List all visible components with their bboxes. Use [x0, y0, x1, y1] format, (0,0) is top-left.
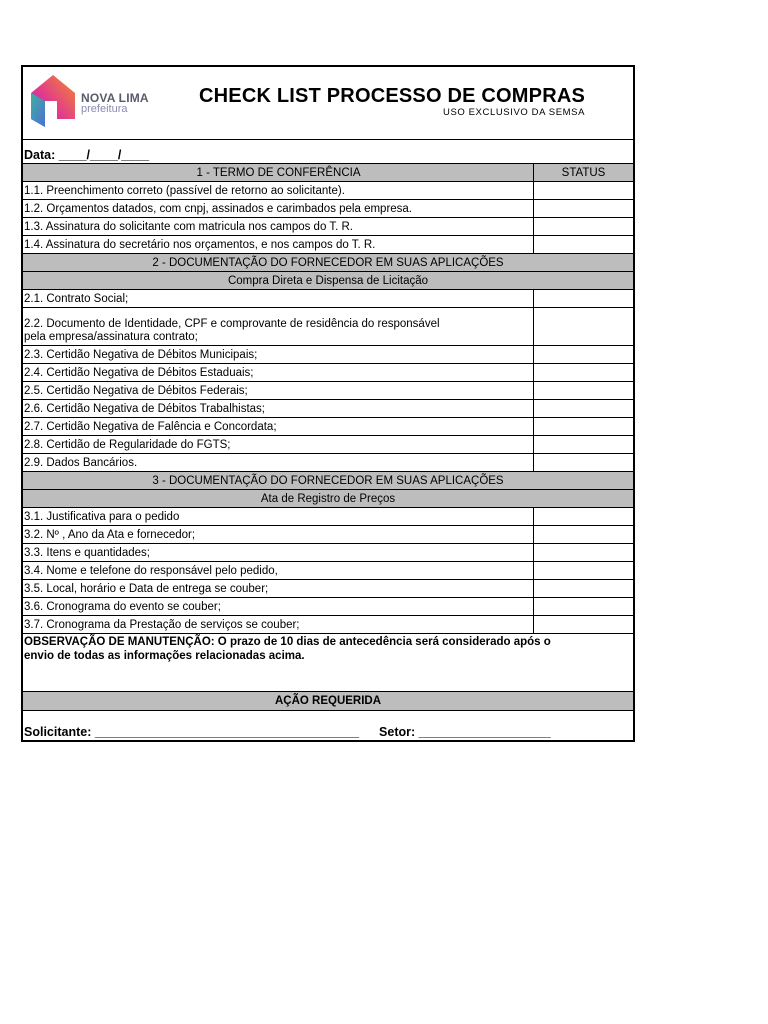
item-label: 3.7. Cronograma da Prestação de serviços se couber;	[24, 618, 300, 631]
table-row	[23, 418, 633, 436]
status-cell[interactable]	[533, 382, 633, 399]
item-label: 1.1. Preenchimento correto (passível de retorno ao solicitante).	[24, 184, 345, 197]
table-row	[23, 598, 633, 616]
item-label: 3.2. Nº , Ano da Ata e fornecedor;	[24, 528, 196, 541]
date-row	[23, 140, 633, 164]
table-row	[23, 182, 633, 200]
table-row	[23, 454, 633, 472]
table-row	[23, 436, 633, 454]
status-cell[interactable]	[533, 218, 633, 235]
table-row	[23, 508, 633, 526]
item-label: 2.5. Certidão Negativa de Débitos Federais;	[24, 384, 248, 397]
table-row	[23, 236, 633, 254]
section2-title: 2 - DOCUMENTAÇÃO DO FORNECEDOR EM SUAS APLICAÇÕES	[152, 256, 504, 269]
section3-subtitle: Ata de Registro de Preços	[260, 492, 396, 505]
status-cell[interactable]	[533, 616, 633, 633]
item-label: 3.3. Itens e quantidades;	[24, 546, 150, 559]
item-label: 3.6. Cronograma do evento se couber;	[24, 600, 221, 613]
table-row	[23, 364, 633, 382]
table-row	[23, 400, 633, 418]
status-cell[interactable]	[533, 346, 633, 363]
item-label: 3.1. Justificativa para o pedido	[24, 510, 180, 523]
checklist-form	[21, 65, 635, 742]
table-row	[23, 200, 633, 218]
status-cell[interactable]	[533, 526, 633, 543]
item-label-line2: pela empresa/assinatura contrato;	[24, 331, 198, 343]
status-cell[interactable]	[533, 418, 633, 435]
status-cell[interactable]	[533, 436, 633, 453]
status-cell[interactable]	[533, 580, 633, 597]
item-label: 2.3. Certidão Negativa de Débitos Municipais;	[24, 348, 258, 361]
form-header	[23, 67, 633, 140]
brand-name: NOVA LIMA	[81, 91, 149, 105]
item-label: 3.4. Nome e telefone do responsável pelo pedido,	[24, 564, 278, 577]
table-row	[23, 382, 633, 400]
table-row	[23, 346, 633, 364]
status-cell[interactable]	[533, 200, 633, 217]
status-header: STATUS	[533, 164, 633, 181]
item-label: 1.4. Assinatura do secretário nos orçamentos, e nos campos do T. R.	[24, 238, 376, 251]
item-label	[23, 308, 533, 345]
brand-sub: prefeitura	[81, 103, 128, 115]
table-row	[23, 562, 633, 580]
section1-title: 1 - TERMO DE CONFERÊNCIA	[196, 166, 361, 179]
section2-subtitle: Compra Direta e Dispensa de Licitação	[227, 274, 429, 287]
table-row	[23, 218, 633, 236]
status-cell[interactable]	[533, 544, 633, 561]
status-cell[interactable]	[533, 508, 633, 525]
observation-line1: OBSERVAÇÃO DE MANUTENÇÃO: O prazo de 10 dias de antecedência será considerado após o	[24, 636, 551, 648]
item-label: 2.9. Dados Bancários.	[24, 456, 138, 469]
table-row	[23, 616, 633, 634]
status-cell[interactable]	[533, 562, 633, 579]
section3-title: 3 - DOCUMENTAÇÃO DO FORNECEDOR EM SUAS APLICAÇÕES	[152, 474, 504, 487]
item-label: 2.4. Certidão Negativa de Débitos Estaduais;	[24, 366, 254, 379]
section2-header	[23, 254, 633, 272]
solicitante-field[interactable]: Solicitante: ______________________________________	[24, 725, 360, 739]
item-label: 2.1. Contrato Social;	[24, 292, 129, 305]
signature-row	[23, 711, 633, 740]
section3-header	[23, 472, 633, 490]
page-title: CHECK LIST PROCESSO DE COMPRAS	[199, 85, 586, 107]
section2-subheader	[23, 272, 633, 290]
table-row	[23, 308, 633, 346]
action-required-header: AÇÃO REQUERIDA	[23, 692, 633, 711]
section3-subheader	[23, 490, 633, 508]
item-label: 3.5. Local, horário e Data de entrega se couber;	[24, 582, 269, 595]
table-row	[23, 580, 633, 598]
brand-text	[81, 93, 149, 115]
setor-field[interactable]: Setor: ___________________	[379, 725, 551, 739]
status-cell[interactable]	[533, 236, 633, 253]
item-label-line1: 2.2. Documento de Identidade, CPF e comprovante de residência do responsável	[24, 318, 440, 330]
observation-note	[23, 634, 633, 692]
status-cell[interactable]	[533, 182, 633, 199]
item-label: 2.7. Certidão Negativa de Falência e Concordata;	[24, 420, 277, 433]
status-cell[interactable]	[533, 290, 633, 307]
status-cell[interactable]	[533, 364, 633, 381]
status-cell[interactable]	[533, 454, 633, 471]
page-subtitle: USO EXCLUSIVO DA SEMSA	[443, 107, 586, 118]
item-label: 1.2. Orçamentos datados, com cnpj, assinados e carimbados pela empresa.	[24, 202, 413, 215]
status-cell[interactable]	[533, 308, 633, 345]
table-row	[23, 544, 633, 562]
item-label: 2.8. Certidão de Regularidade do FGTS;	[24, 438, 231, 451]
item-label: 2.6. Certidão Negativa de Débitos Trabalhistas;	[24, 402, 265, 415]
observation-line2: envio de todas as informações relacionadas acima.	[24, 650, 305, 662]
date-field[interactable]: Data: ____/____/____	[24, 148, 150, 162]
section1-header	[23, 164, 633, 182]
item-label: 1.3. Assinatura do solicitante com matricula nos campos do T. R.	[24, 220, 353, 233]
table-row	[23, 526, 633, 544]
table-row	[23, 290, 633, 308]
nova-lima-logo-icon	[27, 71, 79, 129]
status-cell[interactable]	[533, 598, 633, 615]
status-cell[interactable]	[533, 400, 633, 417]
